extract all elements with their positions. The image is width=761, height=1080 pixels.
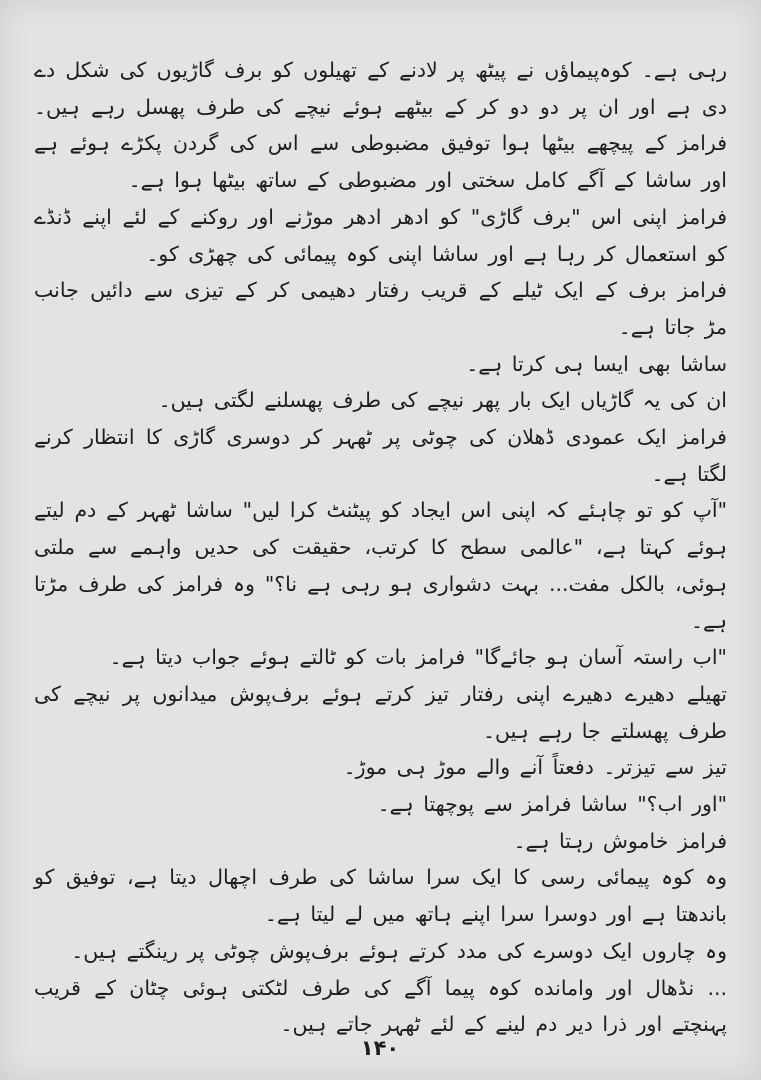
paragraph-13: وہ کوہ پیمائی رسی کا ایک سرا ساشا کی طرف اچھال دیتا ہے، توفیق کو باندھتا ہے اور دوسرا سرا اپنے ہاتھ میں لے لیتا ہے۔: [34, 865, 727, 927]
paragraph-4: ساشا بھی ایسا ہی کرتا ہے۔: [466, 351, 727, 376]
paragraph-11: "اور اب؟" ساشا فرامز سے پوچھتا ہے۔: [377, 792, 727, 817]
paragraph-14: وہ چاروں ایک دوسرے کی مدد کرتے ہوئے برف‌پوش چوٹی پر رینگتے ہیں۔: [71, 938, 727, 963]
paragraph-5: ان کی یہ گاڑیاں ایک بار پھر نیچے کی طرف پھسلنے لگتی ہیں۔: [158, 388, 727, 413]
page-body-text: [34, 52, 727, 1043]
paragraph-8: "اب راستہ آسان ہو جائےگا" فرامز بات کو ٹالتے ہوئے جواب دیتا ہے۔: [109, 645, 727, 670]
paragraph-12: فرامز خاموش رہتا ہے۔: [513, 828, 727, 853]
paragraph-3: فرامز برف کے ایک ٹیلے کے قریب رفتار دھیمی کر کے تیزی سے دائیں جانب مڑ جاتا ہے۔: [34, 278, 727, 339]
paragraph-9: تھیلے دھیرے دھیرے اپنی رفتار تیز کرتے ہوئے برف‌پوش میدانوں پر نیچے کی طرف پھسلتے جا رہے ہیں۔: [34, 681, 727, 743]
paragraph-10: تیز سے تیزتر۔ دفعتاً آنے والے موڑ ہی موڑ۔: [343, 755, 727, 780]
paragraph-7: "آپ کو تو چاہئے کہ اپنی اس ایجاد کو پیٹنٹ کرا لیں" ساشا ٹھہر کے دم لیتے ہوئے کہتا ہے، "عالمی سطح کا کرتب، حقیقت کی حدیں واہمے سے ملتی ہوئی، بالکل مفت... بہت دشواری ہو رہی ہے نا؟" وہ فرامز کی طرف مڑتا ہے۔: [34, 498, 727, 633]
paragraph-6: فرامز ایک عمودی ڈھلان کی چوٹی پر ٹھہر کر دوسری گاڑی کا انتظار کرنے لگتا ہے۔: [34, 425, 727, 486]
paragraph-15: ... نڈھال اور وامانده کوہ پیما آگے کی طرف لٹکتی ہوئی چٹان کے قریب پہنچتے اور ذرا دیر دم لینے کے لئے ٹھہر جاتے ہیں۔: [34, 975, 727, 1037]
paragraph-1: رہی ہے۔ کوہ‌پیماؤں نے پیٹھ پر لادنے کے تھیلوں کو برف گاڑیوں کی شکل دے دی ہے اور ان پر دو دو کر کے بیٹھے ہوئے نیچے کی طرف پھسل رہے ہیں۔ فرامز کے پیچھے بیٹھا ہوا توفیق مضبوطی سے اس کی گردن پکڑے ہوئے ہے اور ساشا کے آگے کامل سختی اور مضبوطی کے ساتھ بیٹھا ہوا ہے۔: [34, 58, 727, 193]
page-number: ۱۴۰: [360, 1036, 400, 1060]
paragraph-2: فرامز اپنی اس "برف گاڑی" کو ادھر ادھر موڑنے اور روکنے کے لئے اپنے ڈنڈے کو استعمال کر رہا ہے اور ساشا اپنی کوہ پیمائی کی چھڑی کو۔: [34, 204, 727, 266]
